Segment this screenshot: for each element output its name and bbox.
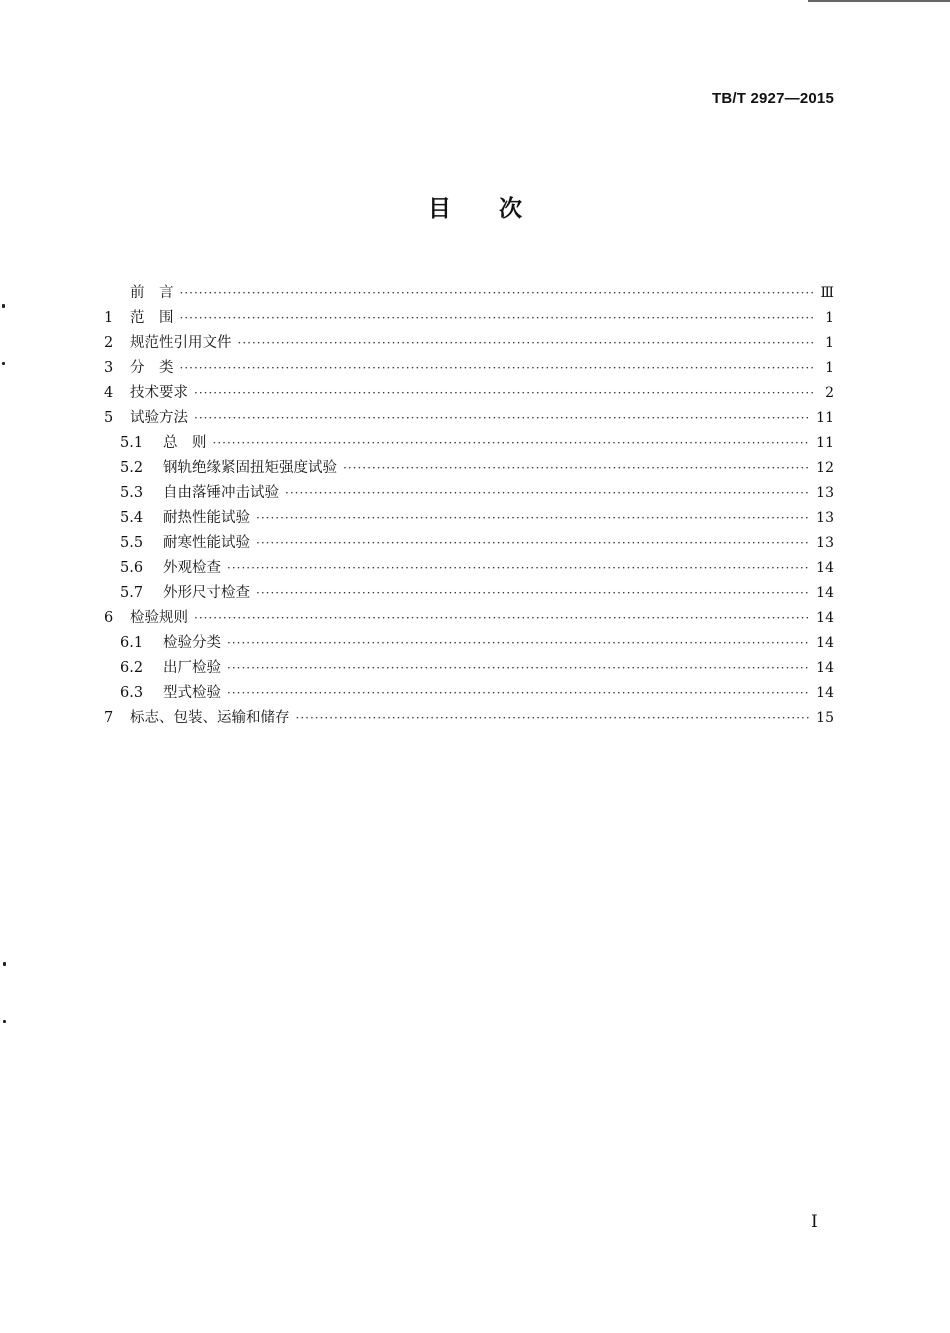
dot-leader [180, 281, 815, 306]
toc-entry [104, 356, 834, 381]
toc-entry-number: 5.2 [120, 460, 144, 476]
toc-entry-title: 检验规则 [130, 610, 188, 626]
toc-entry-title: 范 围 [130, 310, 174, 326]
toc-entry-page: 14 [816, 560, 834, 576]
dot-leader [343, 456, 810, 481]
toc-entry-page: 14 [816, 660, 834, 676]
dot-leader [256, 531, 810, 556]
toc-entry [104, 556, 834, 581]
toc-entry-title: 检验分类 [163, 635, 221, 651]
toc-entry-page: 11 [816, 410, 834, 426]
toc-entry-page: 1 [825, 310, 834, 326]
dot-leader [227, 631, 810, 656]
toc-entry-number: 5.1 [120, 435, 144, 451]
toc-entry [104, 681, 834, 706]
toc-entry [104, 381, 834, 406]
scan-mark [2, 304, 5, 308]
toc-entry-title: 外观检查 [163, 560, 221, 576]
scan-edge-line [808, 0, 950, 2]
toc-entry-title: 分 类 [130, 360, 174, 376]
dot-leader [238, 331, 815, 356]
toc-entry [104, 581, 834, 606]
toc-entry [104, 331, 834, 356]
toc-entry-title: 型式检验 [163, 685, 221, 701]
toc-entry-page: 14 [816, 685, 834, 701]
toc-entry-title: 试验方法 [130, 410, 188, 426]
toc-entry-page: 15 [816, 710, 834, 726]
dot-leader [227, 656, 810, 681]
document-code: TB/T 2927—2015 [711, 90, 834, 107]
toc-entry [104, 306, 834, 331]
scan-mark [2, 362, 5, 365]
toc-entry [104, 531, 834, 556]
scan-mark [3, 1020, 6, 1023]
toc-entry [104, 656, 834, 681]
toc-entry-page: 13 [816, 510, 834, 526]
toc-entry-number: 5 [104, 410, 114, 426]
toc-entry-number: 5.7 [120, 585, 144, 601]
toc-entry [104, 606, 834, 631]
toc-entry-page: 2 [825, 385, 834, 401]
toc-entry-page: 13 [816, 535, 834, 551]
dot-leader [213, 431, 811, 456]
toc-entry-title: 自由落锤冲击试验 [163, 485, 279, 501]
dot-leader [256, 506, 810, 531]
toc-entry-title: 钢轨绝缘紧固扭矩强度试验 [163, 460, 337, 476]
dot-leader [285, 481, 810, 506]
toc-heading-char: 次 [499, 196, 522, 222]
toc-entry [104, 281, 834, 306]
toc-entry-page: 11 [816, 435, 834, 451]
toc-entry-number: 2 [104, 335, 114, 351]
dot-leader [227, 556, 810, 581]
toc-entry-number: 5.6 [120, 560, 144, 576]
dot-leader [296, 706, 811, 731]
toc-entry [104, 431, 834, 456]
toc-entry-number: 3 [104, 360, 114, 376]
dot-leader [180, 356, 815, 381]
toc-entry-number: 1 [104, 310, 114, 326]
table-of-contents [104, 281, 834, 731]
toc-entry [104, 456, 834, 481]
toc-entry-number: 6.2 [120, 660, 144, 676]
toc-entry-number: 5.4 [120, 510, 144, 526]
toc-entry-number: 4 [104, 385, 114, 401]
toc-entry [104, 631, 834, 656]
toc-entry [104, 481, 834, 506]
toc-entry-title: 前 言 [130, 285, 174, 301]
toc-entry-title: 耐寒性能试验 [163, 535, 250, 551]
toc-entry-title: 规范性引用文件 [130, 335, 232, 351]
toc-entry-page: Ⅲ [820, 285, 834, 301]
dot-leader [227, 681, 810, 706]
toc-entry [104, 706, 834, 731]
toc-entry-title: 出厂检验 [163, 660, 221, 676]
dot-leader [194, 606, 810, 631]
toc-entry-title: 外形尺寸检查 [163, 585, 250, 601]
toc-entry-page: 13 [816, 485, 834, 501]
dot-leader [194, 381, 814, 406]
toc-entry-page: 12 [816, 460, 834, 476]
toc-entry-number: 6 [104, 610, 114, 626]
toc-entry-page: 1 [825, 335, 834, 351]
toc-entry-number: 5.3 [120, 485, 144, 501]
scan-mark [3, 962, 6, 966]
toc-entry [104, 406, 834, 431]
toc-entry-number: 7 [104, 710, 114, 726]
toc-entry-title: 耐热性能试验 [163, 510, 250, 526]
toc-entry-title: 总 则 [163, 435, 207, 451]
dot-leader [180, 306, 815, 331]
toc-entry-number: 6.1 [120, 635, 144, 651]
toc-entry [104, 506, 834, 531]
toc-entry-number: 5.5 [120, 535, 144, 551]
toc-entry-title: 标志、包装、运输和储存 [130, 710, 290, 726]
dot-leader [194, 406, 810, 431]
toc-entry-page: 14 [816, 585, 834, 601]
toc-entry-page: 14 [816, 635, 834, 651]
toc-heading [0, 190, 950, 223]
toc-heading-char: 目 [428, 196, 451, 222]
toc-entry-title: 技术要求 [130, 385, 188, 401]
toc-entry-number: 6.3 [120, 685, 144, 701]
toc-entry-page: 14 [816, 610, 834, 626]
page-number: I [811, 1212, 818, 1232]
toc-entry-page: 1 [825, 360, 834, 376]
dot-leader [256, 581, 810, 606]
